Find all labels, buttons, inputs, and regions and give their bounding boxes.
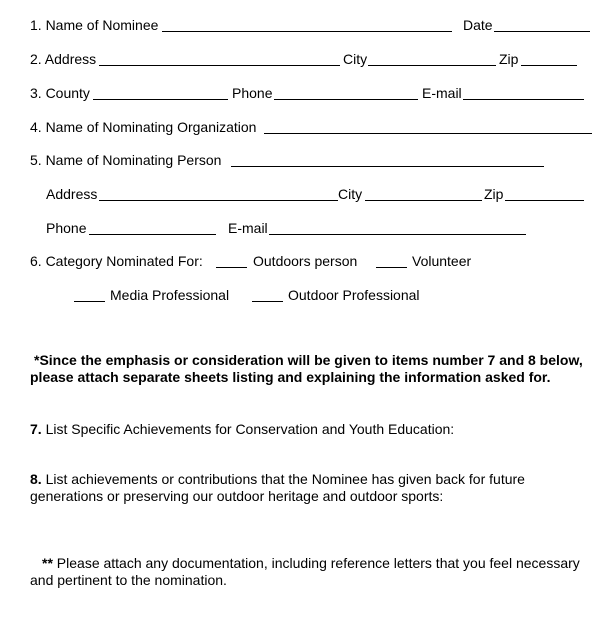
outdoors-person-blank[interactable]	[216, 267, 247, 268]
zip-label: Zip	[499, 51, 519, 67]
attachment-text: Please attach any documentation, including reference letters that you feel necessary and pertinent to the nomination.	[30, 555, 580, 588]
email-label: E-mail	[422, 85, 462, 101]
person-address-field[interactable]	[99, 200, 338, 201]
person-email-field[interactable]	[269, 234, 526, 235]
address-field[interactable]	[99, 65, 340, 66]
person-zip-label: Zip	[484, 186, 504, 202]
city-label: City	[343, 51, 368, 67]
zip-field[interactable]	[521, 65, 577, 66]
county-field[interactable]	[93, 99, 228, 100]
nominee-label: 1. Name of Nominee	[30, 17, 159, 33]
person-city-field[interactable]	[365, 200, 482, 201]
person-zip-field[interactable]	[505, 200, 584, 201]
attachment-mark: **	[42, 555, 53, 571]
organization-label: 4. Name of Nominating Organization	[30, 119, 257, 135]
item-8	[30, 471, 595, 505]
city-field[interactable]	[368, 65, 496, 66]
item-8-text: List achievements or contributions that the Nominee has given back for future generations or preserving our outdoor heritage and outdoor sports:	[30, 471, 525, 504]
attachment-note	[30, 555, 595, 589]
organization-field[interactable]	[264, 133, 592, 134]
date-field[interactable]	[494, 31, 590, 32]
emphasis-note: *Since the emphasis or consideration will be given to items number 7 and 8 below, please attach separate sheets listing and explaining the information asked for.	[30, 352, 583, 385]
nominating-person-label: 5. Name of Nominating Person	[30, 152, 222, 168]
category-label: 6. Category Nominated For:	[30, 253, 203, 269]
nominee-field[interactable]	[162, 31, 452, 32]
person-phone-field[interactable]	[89, 234, 216, 235]
person-email-label: E-mail	[228, 220, 268, 236]
media-professional-option: Media Professional	[110, 287, 230, 303]
media-professional-blank[interactable]	[74, 301, 105, 302]
nominating-person-field[interactable]	[231, 166, 544, 167]
phone-field[interactable]	[274, 99, 418, 100]
item-8-number: 8.	[30, 471, 42, 487]
outdoor-professional-option: Outdoor Professional	[288, 287, 420, 303]
volunteer-blank[interactable]	[376, 267, 407, 268]
email-field[interactable]	[463, 99, 584, 100]
county-label: 3. County	[30, 85, 90, 101]
item-7-text: List Specific Achievements for Conservation and Youth Education:	[41, 421, 455, 437]
volunteer-option: Volunteer	[412, 253, 472, 269]
address-label: 2. Address	[30, 51, 97, 67]
person-address-label: Address	[46, 186, 98, 202]
phone-label: Phone	[232, 85, 273, 101]
date-label: Date	[463, 17, 493, 33]
person-city-label: City	[338, 186, 363, 202]
person-phone-label: Phone	[46, 220, 87, 236]
item-7	[30, 421, 595, 438]
item-7-number: 7.	[30, 421, 42, 437]
outdoors-person-option: Outdoors person	[253, 253, 358, 269]
outdoor-professional-blank[interactable]	[252, 301, 283, 302]
